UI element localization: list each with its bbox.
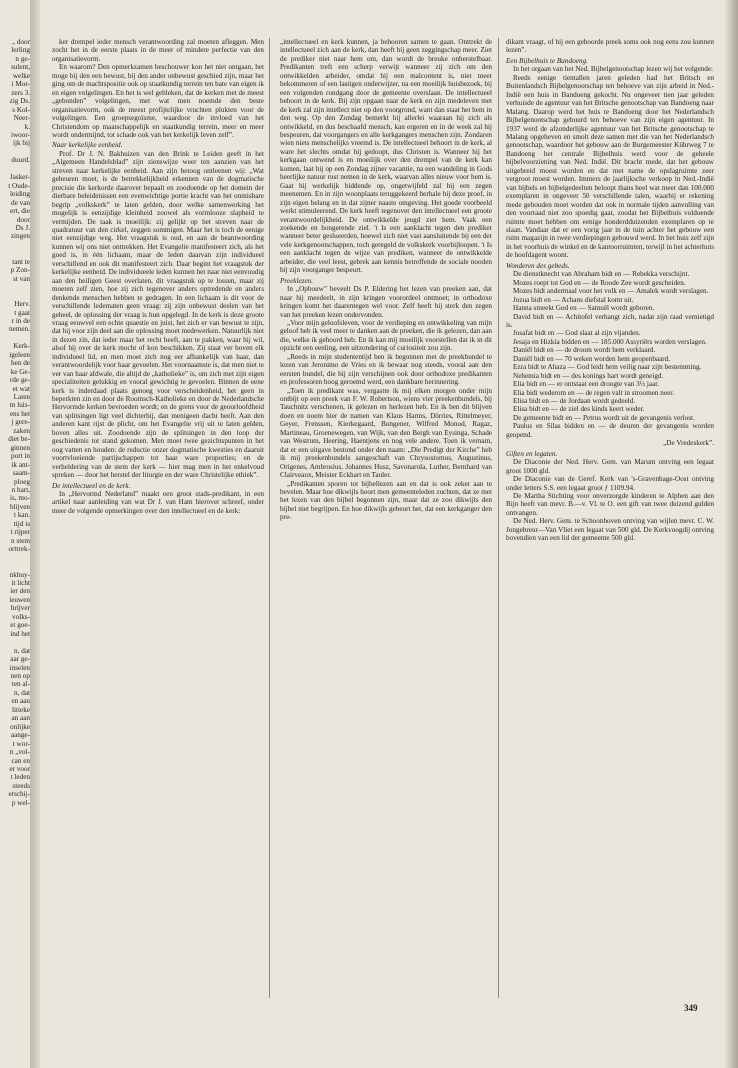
fragment-line: hrijver: [10, 604, 30, 613]
fragment-line: p wel-: [11, 798, 30, 807]
source-attribution: „De Vredeskerk”.: [663, 439, 714, 448]
fragment-line: ijk bij: [13, 139, 30, 148]
paragraph: De Martha Stichting voor onverzorgde kinderen te Alphen aan den Rijn heeft van mevr. B.—v. Vl. te O. een gift van twee duizend gulden ontvangen.: [506, 492, 714, 517]
fragment-line: sulent,: [11, 63, 30, 72]
paragraph: „Reeds in mijn studententijd ben ik begonnen met de preekbundel te lezen van Jeronimo de Vries en ik bewaar nog steeds, vooral aan den eersten bundel, die bij zijn verschijnen ook door orthodoxe predikanten en professoren hoog geroemd werd, een dankbare herinnering.: [280, 352, 492, 387]
fragment-line: steeds: [12, 781, 30, 790]
fragment-line: ten al-: [11, 680, 30, 689]
fragment-line: ginnen: [10, 443, 30, 452]
fragment-line: tijd is: [13, 519, 30, 528]
paragraph: Nehemia bidt en — des konings hart wordt geneigd.: [513, 371, 664, 380]
page-edge: [724, 0, 738, 1068]
fragment-line: [0, 249, 30, 257]
fragment-line: i Mor-: [11, 80, 30, 89]
page-gutter: [30, 0, 40, 1068]
fragment-line: k.: [24, 122, 30, 131]
fragment-line: zers 3.: [11, 88, 30, 97]
paragraph: Elia bidt en — er ontstaat een droogte van 3½ jaar.: [513, 380, 660, 389]
fragment-line: duurd.: [11, 156, 30, 165]
fragment-line: onlijke: [10, 722, 30, 731]
column-2: [280, 38, 492, 522]
fragment-line: de van: [11, 198, 30, 207]
fragment-line: rde ge-: [9, 376, 30, 385]
paragraph: David bidt en — Achitofel verhangt zich, nadat zijn raad vernietigd is.: [506, 312, 714, 329]
paragraph: Elisa bidt en — de Jordaan wordt gedeeld.: [513, 397, 636, 406]
fragment-line: Laten: [13, 393, 30, 402]
paragraph: De Diaconie der Ned. Herv. Gem. van Marum ontving een legaat groot 1000 gld.: [506, 458, 714, 475]
paragraph: Hanna smeekt God en — Samuël wordt geboren.: [513, 304, 655, 313]
left-page-fragment: [0, 38, 30, 807]
column-1: [52, 38, 264, 515]
fragment-line: Kerk-: [13, 342, 30, 351]
section-heading: Giften en legaten.: [506, 449, 558, 458]
paragraph: „Voor mijn geloofsleven, voor de verdieping en ontwikkeling van mijn geloof heb ik veel meer te danken aan de preeken, die ik gelezen, dan aan die, welke ik gehoord heb. En ik kan mij moeilijk voorstellen dat ik in dit opzicht een eenling, een uitzondering of curiositeit zou zijn.: [280, 318, 492, 353]
paragraph: Prof. Dr J. N. Bakhuizen van den Brink te Leiden geeft in het „Algemeen Handelsblad” zijn zienswijze weer ten aanzien van het streven naar kerkelijke eenheid. Aan zijn betoog ontleenen wij: „Wat gebeuren moet, is de betrekkelijkheid erkennen van de dogmatische precisie die kerkorde daarover bepaalt en zoodoende op het domein der dierbare beleidenissen een evenwichtige portie kracht van het onmisbare begrip „volkskerk” te laten gelden, door welke samenwerking het mogelijk is eenzijdige kleinheid zoowel als vormlooze slapheid te vermijden. De taak is moeilijk: zij gelijkt op het streven naar de quadratuur van den cirkel, zeggen sommigen. Maar het is toch de eenige niet eenzijdige weg. Het vraagstuk is oud, en aan de beantwoording kunnen wij ons niet onttrekken. Het Evangelie manifesteert zich, als het goed is, in één lichaam, maar de leden daarvan zijn individueel verschillend en ook dit manifesteert zich. Daar begint het vraagstuk der kerkelijke eenheid. De individueele leden kunnen het naar niet eenvoudig aan den heiligen Geest overlaten, dit vraagstuk op te lossen, maar zij moeten zelf zien, hoe zij zich tegenover anders optredende en anders denkende menschen hebben te gedragen. In een lichaam is dit voor de verschillende ledematen geen vraag: zij zijn onbewust deelen van het geheel, de oplossing der vraag is hun opgelegd. In de kerk is deze groote vraag eeuwvel een echte quaestie en juist, het zich er van bewust te zijn, dat hij voor zijn deel aan die oplossing moet medewerken. Natuurlijk niet in dezen zin, dat ieder maar het recht heeft, aan te pakken, waar hij wil, alsof hij over de kerk mocht of kon beschikken. Zij staat ver boven elk individueel lid, en men moet zich nog eer afhankelijk van haar, dan verantwoordelijk voor haar gevoelen. Het voornaamste is, dat men niet te ver van haar afdwale, die altijd de „katholieke” is, om zich met zijn eigen specialiteiten gelukkig en vooral gewichtig te gevoelen. Binnen de eene kerk is inderdaad plaats genoeg voor verscheidenheid, het geen in beperkten zin en door de Roomsch-Katholieke en door de Nederlandsche Hervormde kerken bevroeden wordt; en de grens voor de geoorloofdheid van splitsingen ligt veel dichterbij, dan menigeen dacht heeft. Aan den anderen kant rijst de plicht, om het Evangelie vrij uit te laten gelden, boven alles uit. Zoodoende zijn de splitsingen in den loop der geschiedenis tot stand gekomen. Men moet twee gezichtspunten in het oog vatten en houden: de reductie onzer dogmatische kwesties en daaruit voortvloeiende partijschappen tot haar ware proporties; en de verheldering van de stem der kerk — hier mag men in het enkelvoud spreken — door het herstel der liturgie en der ware Christelijke ethiek”.: [52, 149, 264, 480]
paragraph: Mozes bidt andermaal voor het volk en — Amalek wordt verslagen.: [513, 287, 709, 296]
fragment-line: [0, 638, 30, 646]
fragment-line: [0, 165, 30, 173]
fragment-line: hen de: [11, 359, 30, 368]
paragraph: In „Hervormd Nederland” maakt een groot stads-predikant, in een artikel naar aanleiding van wat Dr J. van Ham hierover schreef, onder meer de volgende opmerkingen over den intellectueel en de kerk:: [52, 490, 264, 515]
column-rule: [269, 38, 270, 998]
column-3: [506, 38, 714, 543]
fragment-line: m luis-: [9, 401, 30, 410]
fragment-line: diet be-: [8, 435, 30, 444]
paragraph: Reeds eenige tientallen jaren geleden had het Britsch en Buitenlandsch Bijbelgenootschap ten behoeve van zijn arbeid in Ned.-Indië een huis in Bandoeng gekocht. Nu ongeveer tien jaar geleden verhuisde de agentuur van het Britsche genootschap van Bandoeng naar Malang. Daarop werd het huis te Bandoeng door het Nederlandsch Bijbelgenootschap gehuurd ten behoeve van zijn eigen agentuur. In 1937 werd de afzonderlijke agentuur van het Britsche genootschap te Malang opgeheven en smolt deze samen met die van het Nederlandsch genootschap, waardoor het gebouw aan de Burgemeester Kührweg 7 te Bandoeng het centrale Bijbelhuis werd voor de geheele bijbelvoorziening van Ned. Indië. Dit bracht mede, dat het gebouw uitgebreid moest worden en dat met name de opslagruimte zeer vergroot moest worden. Immers de jaarlijksche verkoop in Ned.-Indië van bijbels en bijbelgedeelten beloopt thans heel wat meer dan 100.000 exemplaren in ongeveer 50 verschillende talen, waarbij er rekening mede gehouden moet worden dat ook in normale tijden aanvulling van den voorraad niet zoo spoedig gaat, zoodat het Bijbelhuis voldoende ruimte moet hebben om eenige honderdduizenden exemplaren op te slaan. Vandaar dat er een vorig jaar in de tuin achter het gebouw een ruim magazijn in twee verdiepingen gebouwd werd. In het huis zelf zijn in het voorhuis de winkel en de kantoorruimten, terwijl in het achterhuis de hoofdagent woont.: [506, 73, 714, 260]
fragment-line: s Kol-: [12, 105, 30, 114]
fragment-line: t kan.: [14, 511, 30, 520]
fragment-line: t rijper: [10, 528, 30, 537]
paragraph: Jesaja en Hizkia bidden en — 185.000 Assyriërs worden verslagen.: [513, 337, 707, 346]
fragment-line: n, dat: [14, 688, 30, 697]
paragraph: Daniël bidt en — de droom wordt hem verklaard.: [513, 346, 656, 355]
fragment-line: zingen: [10, 232, 30, 241]
fragment-line: et goe-: [10, 621, 30, 630]
paragraph: En waarom? Den opmerkzamen beschouwer kon het niet ontgaan, het moge bij den een bewust, bij den ander onbewust geschied zijn, maar het ging om de machtspositie ook op staatkundig terrein ten bate van eigen ik en eigen volgelingen. En het is wel gebleken, dat de kerken met de meest „gebonden” volgelingen, met wat men noemde den beste organisatievorm, ook de meest profijtelijke vruchten plukten voor de volgelingen. Een groepsegoïsme, waardoor de invloed van het Christendom op maatschappelijk en staatkundig terrein, meer en meer wordt ondermijnd, tot schade ook van het kerkelijk leven zelf”.: [52, 63, 264, 139]
fragment-line: port in: [11, 452, 30, 461]
fragment-line: door: [16, 215, 30, 224]
page-number: 349: [684, 1003, 698, 1013]
fragment-line: blijven: [10, 502, 30, 511]
fragment-line: p Zon-: [10, 266, 30, 275]
paragraph: De Diaconie van de Geref. Kerk van 's-Gravenhage-Oost ontving onder letters S.S. een legaat groot ƒ 1109.94.: [506, 475, 714, 492]
paragraph: In „Opbouw” beveelt Ds P. Eldering het lezen van preeken aan, dat naar hij meedeelt, in zijn kringen voorordeel ontmoet; in orthodoxe kringen komt het daarentegen wel voor. Zelf heeft hij sterk den zegen van het preeken lezen ondervonden.: [280, 285, 492, 319]
paragraph: Daniël bidt en — 70 weken worden hem geopenbaard.: [513, 354, 671, 363]
fragment-line: n, dat: [14, 646, 30, 655]
fragment-line: iwoor-: [10, 130, 30, 139]
fragment-line: erschij-: [8, 790, 30, 799]
fragment-line: volks-: [12, 612, 30, 621]
fragment-line: saam-: [12, 469, 30, 478]
fragment-line: litieke: [12, 705, 30, 714]
fragment-line: aar ge-: [10, 655, 30, 664]
fragment-line: ., door: [11, 38, 30, 46]
fragment-line: t Oude-: [8, 181, 30, 190]
fragment-line: n stem: [11, 536, 30, 545]
fragment-line: t gaat: [14, 308, 30, 317]
fragment-line: it licht: [11, 579, 30, 587]
fragment-line: Neer-: [13, 114, 30, 123]
paragraph: In het orgaan van het Ned. Bijbelgenootschap lezen wij het volgende:: [513, 65, 714, 74]
fragment-line: inselen: [9, 663, 30, 672]
paragraph: De gemeente bidt en — Petrus wordt uit de gevangenis verlost.: [513, 413, 695, 422]
paragraph: „intellectueel en kerk kunnen, ja behooren samen te gaan. Onttrekt de intellectueel zich aan de kerk, dan heeft hij geen zeggingschap meer. Ziet de prediker niet naar hem om, dan wordt de breuke onherstelbaar. Predikanten treft een scherp verwijt wanneer zij zich om den ontwikkelden arbeider, omdat hij een malcontent is, niet meer bekommeren of een lastigen onderwijzer, na een moeilijk huisbezoek, bij een volgenden rondgang door de gemeente overslaan. De intellectueel behoort in de kerk. Bij zijn opgaan naar de kerk en zijn medeleven met de kerk zal zijn intellect niet op den voorgrond, want dan staat het hem in den weg. Op den Zondag bemerkt hij allerlei waaraan hij zich als ontwikkeld, en dus beschaafd mensch, kan ergeren en in de week zal hij bespeuren, dat voorgangers en alle kerkgangers menschen zijn. Zondaren wien niets menschelijks vreemd is. De intellectueel behoort in de kerk, al ware het slechts omdat hij gedoopt, dus Christen is. Wanneer hij het kerkgaan ontwend is en moeilijk over den drempel van de kerk kan komen, laat hij op een Zondag zijner vacantie, na een wandeling in Gods heerlijke natuur rust nemen in de kerk, waarvan alles nieuw voor hem is. Gaat hij werkelijk biddende op, ongetwijfeld zal hij een zegen meenemen. En in zijn woonplaats teruggekeerd herhale hij deze proef, in zijn eigen belang en in dat zijner naaste omgeving. Het goede voorbeeld werkt stimuleerend. De kerk heeft tegenover den intellectueel een groote verantwoordelijkheid. De ontwikkelde jeugd ziet hem. Vaak een zoekende en hongerende ziel. 't Is een aanklacht tegen den prediker wanneer beter geslueerden, hoewel zich niet vast aansluitende bij een der vele kerkgenootschappen, toch geregeld de volkskerk voorbijloopen. 't Is een aanklacht tegen de wijze van prediken, wanneer de ontwikkelde arbeider, die veel leest, gebrek aan kennis betreffende de sociale nooden bij zijn voorganger bespeurt.: [280, 38, 492, 275]
fragment-line: aange-: [10, 731, 30, 740]
fragment-line: nemen.: [9, 325, 30, 334]
paragraph: ker drempel ieder mensch verantwoording zal moeten afleggen. Men zocht het in de eerste plaats in de meer of mindere perfectie van den organisatievorm.: [52, 38, 264, 63]
paragraph: „Toen ik predikant was, vergastte ik mij elken morgen onder mijn ontbijt op een preek van F. W. Robertson, wiens vier preekenbundels, bij Tauchnitz verschenen, ik gelezen en herlezen heb. En ik ben dit blijven doen en noem hier de namen van Klaus Harms, Dörries, Rittelmeyer, Geyer, Frenssen, Kierkegaard, Bungener, Wilfred Monod, Ragaz, Martineau, Groenewegen, van Wijk, van den Bergh van Eysinga, Schade van Westrum, Heering, Haentjens en nog vele andere. Toen ik vernam, dat er een uitgave bestond onder den naam: „Die Predigt der Kirche” heb ik mij preekenbundels aangeschaft van Chrysostomus, Augustinus, Origenes, Ambrosius, Johannes Husz, Savonarola, Luther, Bernhard van Clairveaux, Meister Eckhart en Tauler.: [280, 386, 492, 480]
paragraph: Elia bidt wederom en — de regen valt in stroomen neer.: [513, 388, 675, 397]
paragraph: Elisa bidt en — de ziel des kinds keert weder.: [513, 405, 645, 414]
paragraph: Paulus en Silas bidden en — de deuren der gevangenis worden geopend.: [506, 422, 714, 439]
fragment-line: Jasker-: [9, 173, 30, 182]
fragment-line: [0, 334, 30, 342]
paragraph: Mozes roept tot God en — de Roode Zee wordt gescheiden.: [513, 278, 686, 287]
fragment-line: ens het: [9, 409, 30, 418]
fragment-line: j gere-: [11, 418, 30, 427]
fragment-line: [0, 554, 30, 562]
fragment-line: [0, 241, 30, 249]
fragment-line: tant te: [12, 257, 30, 266]
fragment-line: n ge-: [15, 54, 30, 63]
section-heading: Wonderen des gebeds.: [506, 261, 570, 270]
fragment-line: nen op: [10, 671, 30, 680]
fragment-line: t wor-: [12, 739, 30, 748]
fragment-line: [0, 283, 30, 291]
section-heading: Preeklezen.: [280, 276, 314, 285]
fragment-line: er voor: [9, 764, 30, 773]
fragment-line: st van: [13, 274, 30, 283]
fragment-line: ke Ge-: [10, 367, 30, 376]
fragment-line: ik ant-: [11, 460, 30, 469]
fragment-line: ploeg: [14, 477, 30, 486]
section-heading: Een Bijbelhuis te Bandoeng.: [506, 56, 588, 65]
fragment-line: welke: [12, 71, 30, 80]
fragment-line: ier den: [10, 587, 30, 596]
paragraph: dikant vraagt, of hij een gehoorde preek soms ook nog eens zou kunnen lezen”.: [506, 38, 714, 55]
fragment-line: ert, die: [10, 207, 30, 216]
fragment-line: can en: [11, 756, 30, 765]
fragment-line: Ds J.: [15, 223, 30, 232]
paragraph: Josafat bidt en — God slaat al zijn vijanden.: [513, 329, 641, 338]
paragraph: De Ned. Herv. Gem. te Schoonhoven ontving van wijlen mevr. C. W. Jongebreur—Van Vliet een legaat van 500 gld. De Kerkvoogdij ontving bovendien van een lid der gemeente 500 gld.: [506, 517, 714, 543]
fragment-line: zaken: [13, 426, 30, 435]
fragment-line: leiding: [10, 190, 30, 199]
column-rule: [498, 38, 499, 998]
section-heading: Naar kerkelijke eenheid.: [52, 141, 123, 150]
paragraph: „Predikanten sporen tot bijbellezen aan en dat is ook zeker aan te bevelen. Maar hoe dikwijls hoort men gemeenteleden zuchten, dat ze met het lezen van den bijbel begonnen zijn, maar dat ze zoo dikwijls den bijbel niet begrijpen. En hoe dikwijls gebeurt het, dat een kerkganger den pre-: [280, 479, 492, 522]
fragment-line: t leden: [10, 773, 30, 782]
fragment-line: zig Ds.: [9, 97, 30, 106]
paragraph: Jozua bidt en — Achans diefstal komt uit.: [513, 295, 634, 304]
fragment-line: ieuwen: [9, 595, 30, 604]
fragment-line: ind het: [10, 629, 30, 638]
fragment-line: et wat: [12, 384, 30, 393]
fragment-line: [0, 148, 30, 156]
fragment-line: [0, 292, 30, 300]
fragment-line: n hart,: [11, 486, 30, 495]
fragment-line: an aan: [11, 714, 30, 723]
section-heading: De intellectueel en de kerk.: [52, 481, 131, 490]
fragment-line: en aan: [11, 697, 30, 706]
fragment-line: Herv.: [14, 300, 30, 309]
fragment-line: orttrek-: [8, 545, 30, 554]
fragment-line: nkhuy-: [9, 570, 30, 579]
fragment-line: is, mo-: [10, 494, 30, 503]
fragment-line: r in de: [11, 316, 30, 325]
fragment-line: lerling: [11, 46, 30, 55]
paragraph: Ezra bidt te Ahaza — God leidt hem veilig naar zijn bestemming.: [513, 363, 702, 372]
paragraph: De dienstknecht van Abraham bidt en — Rebekka verschijnt.: [513, 270, 690, 279]
fragment-line: n „vol-: [9, 748, 30, 757]
fragment-line: igeleen: [9, 350, 30, 359]
fragment-line: [0, 562, 30, 570]
